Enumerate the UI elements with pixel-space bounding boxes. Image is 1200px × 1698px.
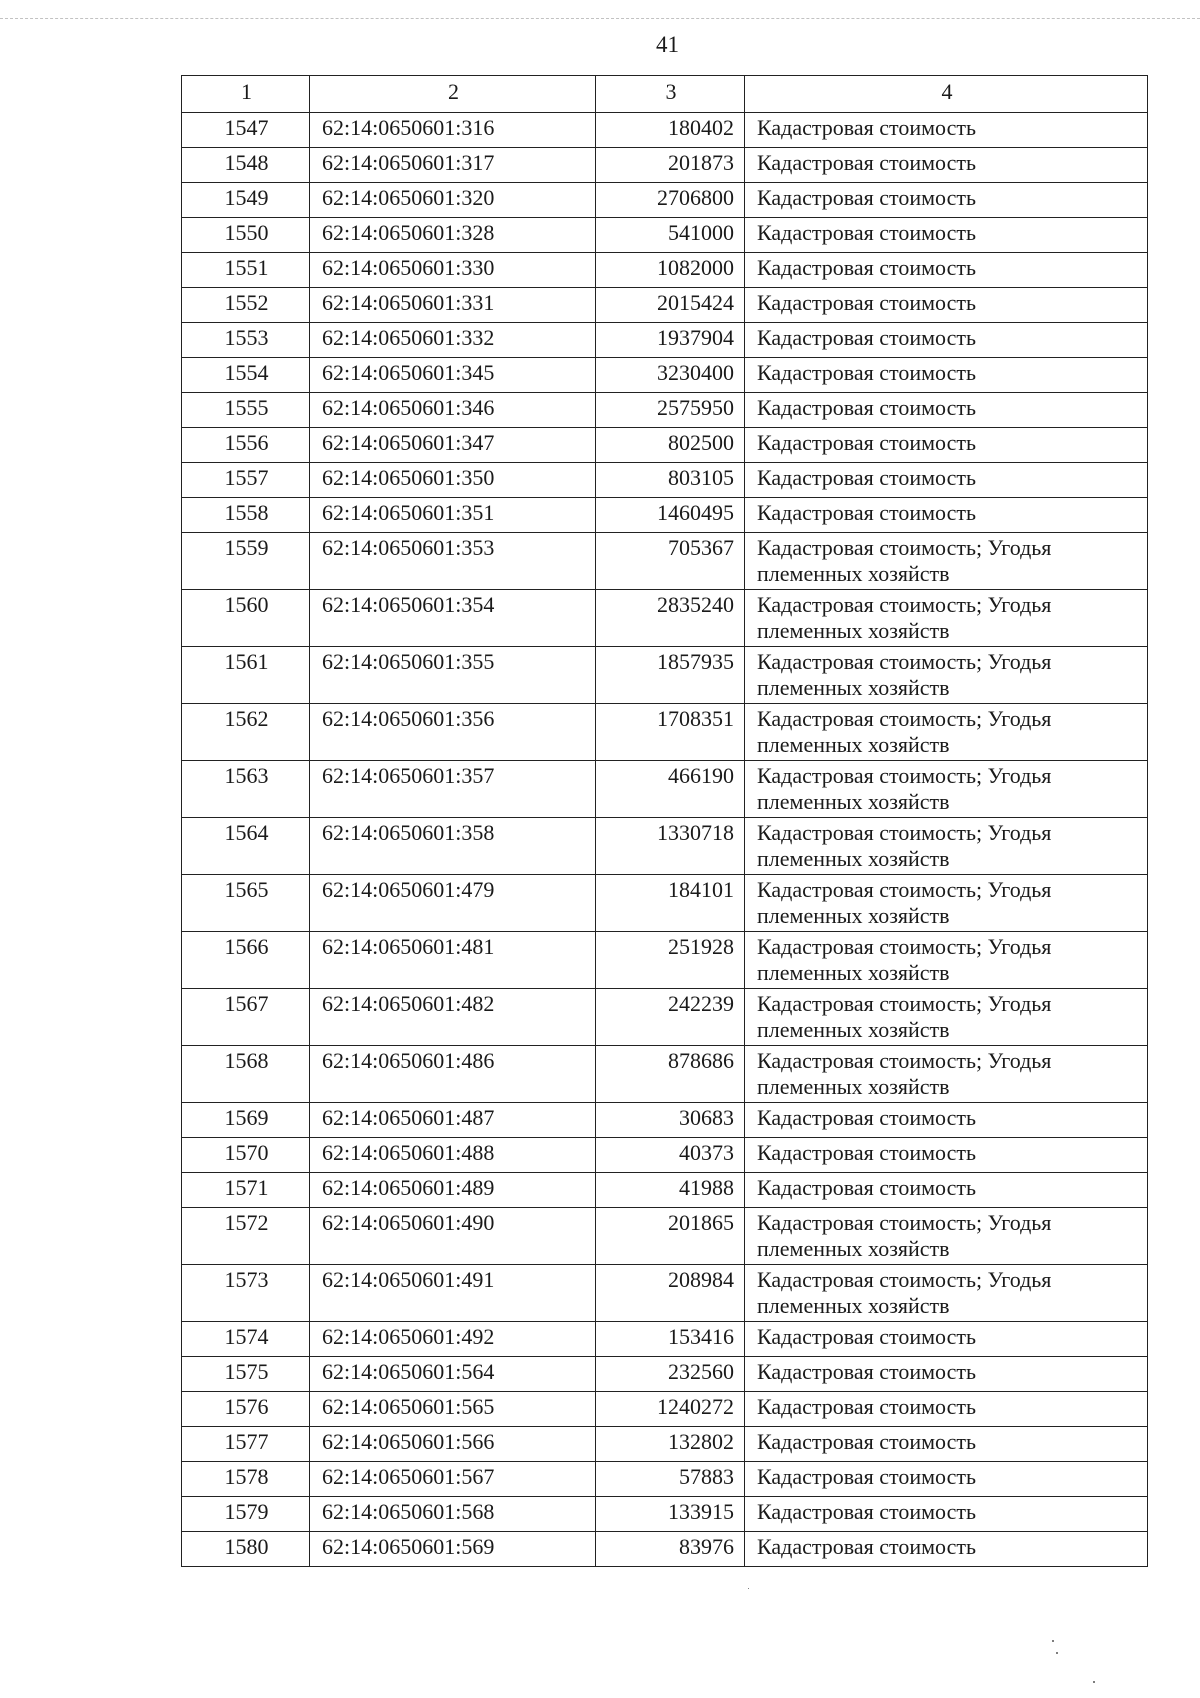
cell-number: 1552 xyxy=(182,288,310,323)
cell-note: Кадастровая стоимость; Угодья племенных хозяйств xyxy=(745,704,1148,761)
table-row xyxy=(182,1208,1148,1265)
cell-value: 2835240 xyxy=(596,590,745,647)
table-row xyxy=(182,113,1148,148)
cell-cadastral-id: 62:14:0650601:492 xyxy=(310,1322,596,1357)
cell-value: 30683 xyxy=(596,1103,745,1138)
cell-cadastral-id: 62:14:0650601:328 xyxy=(310,218,596,253)
table-row xyxy=(182,498,1148,533)
cell-cadastral-id: 62:14:0650601:355 xyxy=(310,647,596,704)
table-row xyxy=(182,1462,1148,1497)
table-row xyxy=(182,875,1148,932)
cell-cadastral-id: 62:14:0650601:320 xyxy=(310,183,596,218)
cell-note: Кадастровая стоимость xyxy=(745,253,1148,288)
cell-note: Кадастровая стоимость; Угодья племенных хозяйств xyxy=(745,761,1148,818)
header-row xyxy=(182,76,1148,113)
cell-number: 1570 xyxy=(182,1138,310,1173)
table-row xyxy=(182,1497,1148,1532)
cell-note: Кадастровая стоимость xyxy=(745,1392,1148,1427)
cell-note: Кадастровая стоимость xyxy=(745,1103,1148,1138)
cell-note: Кадастровая стоимость xyxy=(745,358,1148,393)
cell-value: 1460495 xyxy=(596,498,745,533)
cell-note: Кадастровая стоимость xyxy=(745,463,1148,498)
cell-cadastral-id: 62:14:0650601:357 xyxy=(310,761,596,818)
cell-cadastral-id: 62:14:0650601:567 xyxy=(310,1462,596,1497)
table-row xyxy=(182,148,1148,183)
cell-note: Кадастровая стоимость xyxy=(745,498,1148,533)
table-row xyxy=(182,253,1148,288)
header-col-3: 3 xyxy=(596,76,745,113)
cell-cadastral-id: 62:14:0650601:347 xyxy=(310,428,596,463)
scan-speck xyxy=(1093,1681,1095,1683)
cell-value: 1082000 xyxy=(596,253,745,288)
cell-number: 1572 xyxy=(182,1208,310,1265)
cell-value: 201865 xyxy=(596,1208,745,1265)
cell-value: 133915 xyxy=(596,1497,745,1532)
cell-number: 1559 xyxy=(182,533,310,590)
cell-cadastral-id: 62:14:0650601:358 xyxy=(310,818,596,875)
table-row xyxy=(182,358,1148,393)
cell-number: 1564 xyxy=(182,818,310,875)
cell-cadastral-id: 62:14:0650601:491 xyxy=(310,1265,596,1322)
cell-cadastral-id: 62:14:0650601:486 xyxy=(310,1046,596,1103)
cell-note: Кадастровая стоимость; Угодья племенных хозяйств xyxy=(745,1265,1148,1322)
table-row xyxy=(182,1427,1148,1462)
cell-note: Кадастровая стоимость xyxy=(745,1322,1148,1357)
cell-number: 1568 xyxy=(182,1046,310,1103)
cell-value: 878686 xyxy=(596,1046,745,1103)
cell-number: 1561 xyxy=(182,647,310,704)
cell-value: 802500 xyxy=(596,428,745,463)
table-row xyxy=(182,704,1148,761)
cell-note: Кадастровая стоимость xyxy=(745,183,1148,218)
table-row xyxy=(182,218,1148,253)
cell-cadastral-id: 62:14:0650601:351 xyxy=(310,498,596,533)
table-row xyxy=(182,288,1148,323)
cell-cadastral-id: 62:14:0650601:490 xyxy=(310,1208,596,1265)
cell-value: 1330718 xyxy=(596,818,745,875)
cell-cadastral-id: 62:14:0650601:346 xyxy=(310,393,596,428)
cell-cadastral-id: 62:14:0650601:479 xyxy=(310,875,596,932)
cell-value: 57883 xyxy=(596,1462,745,1497)
cell-number: 1558 xyxy=(182,498,310,533)
cell-note: Кадастровая стоимость xyxy=(745,323,1148,358)
cell-number: 1550 xyxy=(182,218,310,253)
cell-value: 180402 xyxy=(596,113,745,148)
cell-note: Кадастровая стоимость xyxy=(745,1462,1148,1497)
cell-cadastral-id: 62:14:0650601:488 xyxy=(310,1138,596,1173)
cell-note: Кадастровая стоимость xyxy=(745,1497,1148,1532)
table-row xyxy=(182,323,1148,358)
cell-number: 1555 xyxy=(182,393,310,428)
cell-number: 1553 xyxy=(182,323,310,358)
cell-value: 1240272 xyxy=(596,1392,745,1427)
table-row xyxy=(182,1103,1148,1138)
cell-value: 3230400 xyxy=(596,358,745,393)
cell-value: 208984 xyxy=(596,1265,745,1322)
cell-cadastral-id: 62:14:0650601:568 xyxy=(310,1497,596,1532)
cell-number: 1562 xyxy=(182,704,310,761)
cell-cadastral-id: 62:14:0650601:316 xyxy=(310,113,596,148)
cell-note: Кадастровая стоимость xyxy=(745,393,1148,428)
table-header xyxy=(182,76,1148,113)
cell-cadastral-id: 62:14:0650601:353 xyxy=(310,533,596,590)
cell-note: Кадастровая стоимость xyxy=(745,1357,1148,1392)
cell-number: 1580 xyxy=(182,1532,310,1567)
cell-note: Кадастровая стоимость xyxy=(745,148,1148,183)
cell-note: Кадастровая стоимость; Угодья племенных хозяйств xyxy=(745,1208,1148,1265)
cell-value: 541000 xyxy=(596,218,745,253)
scan-speck xyxy=(1056,1652,1058,1654)
cell-note: Кадастровая стоимость xyxy=(745,288,1148,323)
cell-value: 132802 xyxy=(596,1427,745,1462)
cell-note: Кадастровая стоимость; Угодья племенных хозяйств xyxy=(745,932,1148,989)
cell-note: Кадастровая стоимость; Угодья племенных хозяйств xyxy=(745,818,1148,875)
cell-cadastral-id: 62:14:0650601:482 xyxy=(310,989,596,1046)
cell-cadastral-id: 62:14:0650601:331 xyxy=(310,288,596,323)
cell-number: 1575 xyxy=(182,1357,310,1392)
table-row xyxy=(182,647,1148,704)
cell-note: Кадастровая стоимость; Угодья племенных хозяйств xyxy=(745,1046,1148,1103)
table-row xyxy=(182,761,1148,818)
header-col-4: 4 xyxy=(745,76,1148,113)
cell-number: 1569 xyxy=(182,1103,310,1138)
cadastral-table xyxy=(181,75,1148,1567)
cell-cadastral-id: 62:14:0650601:569 xyxy=(310,1532,596,1567)
cell-number: 1557 xyxy=(182,463,310,498)
cell-value: 2015424 xyxy=(596,288,745,323)
scan-speck xyxy=(1052,1640,1054,1642)
cell-number: 1578 xyxy=(182,1462,310,1497)
cell-number: 1571 xyxy=(182,1173,310,1208)
cell-value: 41988 xyxy=(596,1173,745,1208)
cell-cadastral-id: 62:14:0650601:345 xyxy=(310,358,596,393)
cell-value: 201873 xyxy=(596,148,745,183)
table-row xyxy=(182,1357,1148,1392)
cell-number: 1551 xyxy=(182,253,310,288)
cell-cadastral-id: 62:14:0650601:356 xyxy=(310,704,596,761)
cell-note: Кадастровая стоимость; Угодья племенных хозяйств xyxy=(745,590,1148,647)
table-row xyxy=(182,989,1148,1046)
table-row xyxy=(182,533,1148,590)
cell-number: 1567 xyxy=(182,989,310,1046)
cell-number: 1565 xyxy=(182,875,310,932)
cell-cadastral-id: 62:14:0650601:566 xyxy=(310,1427,596,1462)
cell-number: 1560 xyxy=(182,590,310,647)
cell-value: 1857935 xyxy=(596,647,745,704)
cell-value: 153416 xyxy=(596,1322,745,1357)
cell-number: 1573 xyxy=(182,1265,310,1322)
cell-cadastral-id: 62:14:0650601:487 xyxy=(310,1103,596,1138)
table-row xyxy=(182,1046,1148,1103)
table-row xyxy=(182,1138,1148,1173)
table-row xyxy=(182,183,1148,218)
cell-cadastral-id: 62:14:0650601:489 xyxy=(310,1173,596,1208)
header-col-1: 1 xyxy=(182,76,310,113)
cell-value: 251928 xyxy=(596,932,745,989)
cell-value: 83976 xyxy=(596,1532,745,1567)
scan-speck xyxy=(748,1588,749,1589)
table-row xyxy=(182,428,1148,463)
cell-number: 1576 xyxy=(182,1392,310,1427)
cell-note: Кадастровая стоимость xyxy=(745,1138,1148,1173)
cell-note: Кадастровая стоимость xyxy=(745,428,1148,463)
table-row xyxy=(182,1392,1148,1427)
cell-number: 1554 xyxy=(182,358,310,393)
cell-cadastral-id: 62:14:0650601:317 xyxy=(310,148,596,183)
table-row xyxy=(182,932,1148,989)
cell-value: 466190 xyxy=(596,761,745,818)
cell-cadastral-id: 62:14:0650601:330 xyxy=(310,253,596,288)
cell-value: 1708351 xyxy=(596,704,745,761)
cell-value: 2575950 xyxy=(596,393,745,428)
cell-cadastral-id: 62:14:0650601:354 xyxy=(310,590,596,647)
cell-note: Кадастровая стоимость; Угодья племенных хозяйств xyxy=(745,989,1148,1046)
header-col-2: 2 xyxy=(310,76,596,113)
cell-note: Кадастровая стоимость xyxy=(745,1173,1148,1208)
cell-value: 242239 xyxy=(596,989,745,1046)
table-row xyxy=(182,463,1148,498)
cell-number: 1549 xyxy=(182,183,310,218)
cell-number: 1548 xyxy=(182,148,310,183)
table-row xyxy=(182,1532,1148,1567)
cell-number: 1566 xyxy=(182,932,310,989)
table-row xyxy=(182,1173,1148,1208)
cell-number: 1577 xyxy=(182,1427,310,1462)
table-row xyxy=(182,818,1148,875)
cell-number: 1579 xyxy=(182,1497,310,1532)
cell-note: Кадастровая стоимость xyxy=(745,1427,1148,1462)
cell-value: 232560 xyxy=(596,1357,745,1392)
cell-note: Кадастровая стоимость xyxy=(745,1532,1148,1567)
cell-note: Кадастровая стоимость; Угодья племенных хозяйств xyxy=(745,875,1148,932)
cell-value: 40373 xyxy=(596,1138,745,1173)
cell-value: 705367 xyxy=(596,533,745,590)
cell-cadastral-id: 62:14:0650601:350 xyxy=(310,463,596,498)
cell-note: Кадастровая стоимость; Угодья племенных хозяйств xyxy=(745,533,1148,590)
cell-cadastral-id: 62:14:0650601:565 xyxy=(310,1392,596,1427)
cell-number: 1547 xyxy=(182,113,310,148)
table-row xyxy=(182,590,1148,647)
cell-value: 184101 xyxy=(596,875,745,932)
cell-number: 1574 xyxy=(182,1322,310,1357)
cell-cadastral-id: 62:14:0650601:481 xyxy=(310,932,596,989)
cell-value: 2706800 xyxy=(596,183,745,218)
cell-value: 803105 xyxy=(596,463,745,498)
table-row xyxy=(182,1322,1148,1357)
cell-cadastral-id: 62:14:0650601:564 xyxy=(310,1357,596,1392)
cell-note: Кадастровая стоимость xyxy=(745,218,1148,253)
table-row xyxy=(182,393,1148,428)
cell-note: Кадастровая стоимость xyxy=(745,113,1148,148)
cell-number: 1563 xyxy=(182,761,310,818)
cell-number: 1556 xyxy=(182,428,310,463)
table-row xyxy=(182,1265,1148,1322)
page-number: 41 xyxy=(656,32,679,57)
cell-value: 1937904 xyxy=(596,323,745,358)
cell-note: Кадастровая стоимость; Угодья племенных хозяйств xyxy=(745,647,1148,704)
table-body xyxy=(182,113,1148,1567)
cell-cadastral-id: 62:14:0650601:332 xyxy=(310,323,596,358)
scan-edge-line xyxy=(0,18,1200,19)
